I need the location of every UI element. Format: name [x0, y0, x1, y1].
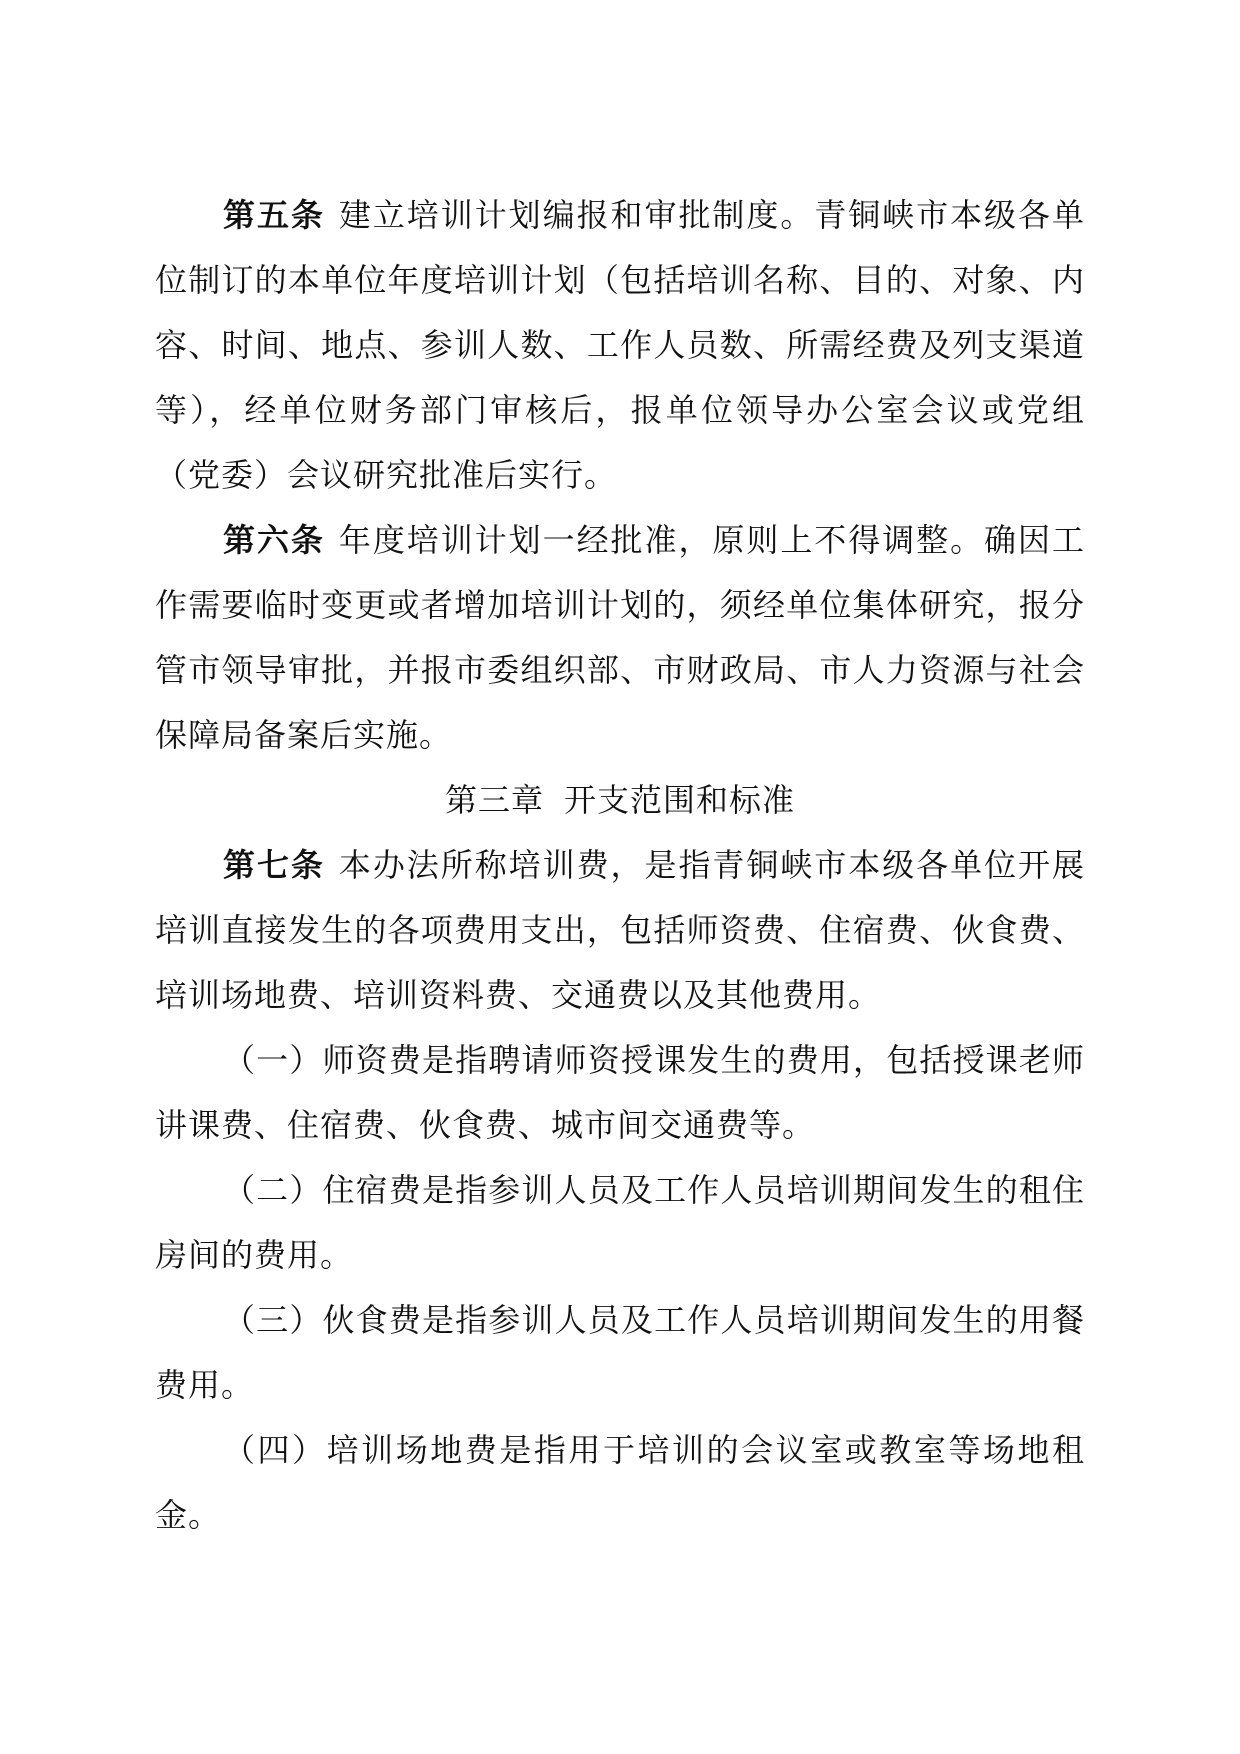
article-6-text: 年度培训计划一经批准，原则上不得调整。确因工作需要临时变更或者增加培训计划的，须经单位集体研究，报分管市领导审批，并报市委组织部、市财政局、市人力资源与社会保障局备案后实施。 [155, 521, 1085, 754]
article-7-label: 第七条 [223, 846, 325, 884]
document-body [155, 183, 1085, 1548]
article-5 [155, 183, 1085, 508]
chapter-title: 开支范围和标准 [564, 781, 796, 819]
chapter-number: 第三章 [444, 781, 544, 819]
list-item: （三）伙食费是指参训人员及工作人员培训期间发生的用餐费用。 [155, 1301, 1085, 1404]
article-5-text: 建立培训计划编报和审批制度。青铜峡市本级各单位制订的本单位年度培训计划（包括培训名称、目的、对象、内容、时间、地点、参训人数、工作人员数、所需经费及列支渠道等），经单位财务部门审核后，报单位领导办公室会议或党组（党委）会议研究批准后实行。 [155, 196, 1085, 494]
list-item: （二）住宿费是指参训人员及工作人员培训期间发生的租住房间的费用。 [155, 1171, 1085, 1274]
chapter-heading [155, 768, 1085, 833]
article-7 [155, 833, 1085, 1028]
article-5-label: 第五条 [223, 196, 325, 234]
list-item: （一）师资费是指聘请师资授课发生的费用，包括授课老师讲课费、住宿费、伙食费、城市间交通费等。 [155, 1041, 1085, 1144]
article-7-text: 本办法所称培训费，是指青铜峡市本级各单位开展培训直接发生的各项费用支出，包括师资费、住宿费、伙食费、培训场地费、培训资料费、交通费以及其他费用。 [155, 846, 1085, 1014]
article-6 [155, 508, 1085, 768]
article-6-label: 第六条 [223, 521, 325, 559]
list-item: （四）培训场地费是指用于培训的会议室或教室等场地租金。 [155, 1431, 1085, 1534]
